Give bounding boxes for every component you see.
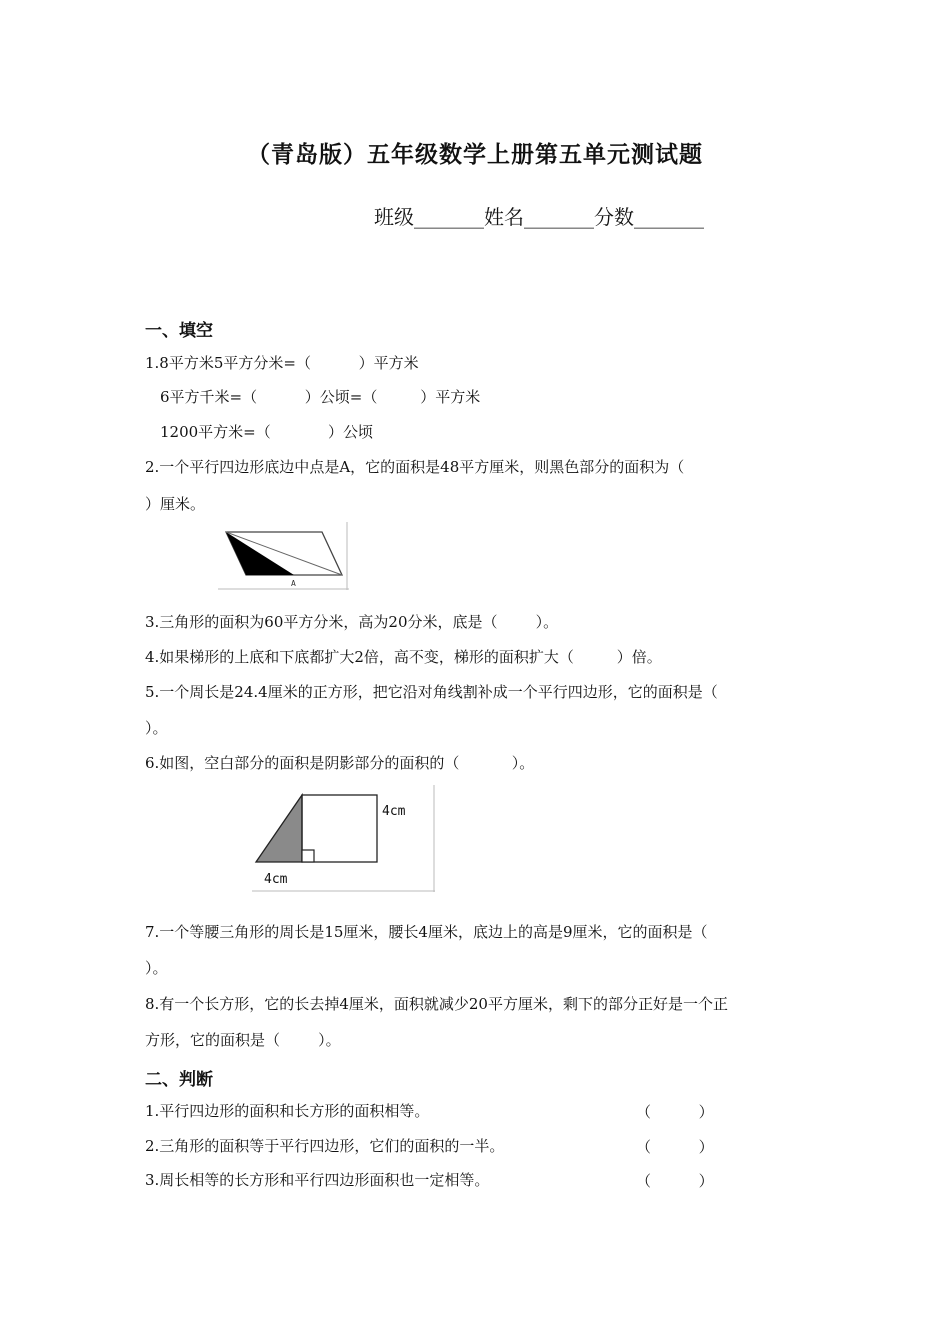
judge-item-3-answer-box[interactable]: （ ） — [636, 1172, 714, 1190]
question-1-line-b: 6平方千米=（ ）公顷=（ ）平方米 — [160, 388, 481, 406]
side-length-label-right: 4cm — [382, 804, 406, 819]
section-heading-fill-in: 一、填空 — [145, 321, 213, 341]
question-2-line-a: 2.一个平行四边形底边中点是A，它的面积是48平方厘米，则黑色部分的面积为（ — [145, 458, 685, 476]
question-7-line-a: 7.一个等腰三角形的周长是15厘米，腰长4厘米，底边上的高是9厘米，它的面积是（ — [145, 923, 708, 941]
shaded-triangle — [256, 795, 302, 862]
question-1-line-c: 1200平方米=（ ）公顷 — [160, 423, 373, 441]
parallelogram-figure — [218, 522, 350, 592]
question-1-line-a: 1.8平方米5平方分米=（ ）平方米 — [145, 354, 419, 372]
judge-item-1-answer-box[interactable]: （ ） — [636, 1103, 714, 1121]
question-3: 3.三角形的面积为60平方分米，高为20分米，底是（ ）。 — [145, 613, 559, 631]
judge-item-2-text: 2.三角形的面积等于平行四边形，它们的面积的一半。 — [145, 1137, 505, 1155]
triangle-square-figure — [252, 785, 436, 893]
question-4: 4.如果梯形的上底和下底都扩大2倍，高不变，梯形的面积扩大（ ）倍。 — [145, 648, 662, 666]
page-title: （青岛版）五年级数学上册第五单元测试题 — [247, 142, 703, 168]
point-a-label: A — [291, 579, 296, 588]
judge-item-3-text: 3.周长相等的长方形和平行四边形面积也一定相等。 — [145, 1171, 490, 1189]
question-8-line-b: 方形，它的面积是（ ）。 — [145, 1031, 341, 1049]
judge-item-2-answer-box[interactable]: （ ） — [636, 1138, 714, 1156]
question-7-line-b: ）。 — [145, 959, 168, 977]
student-info-line: 班级_______姓名_______分数_______ — [374, 205, 704, 229]
question-5-line-a: 5.一个周长是24.4厘米的正方形，把它沿对角线割补成一个平行四边形，它的面积是（ — [145, 683, 718, 701]
section-heading-true-false: 二、判断 — [145, 1070, 213, 1090]
question-5-line-b: ）。 — [145, 719, 168, 737]
side-length-label-bottom: 4cm — [264, 872, 288, 887]
question-2-line-b: ）厘米。 — [145, 495, 206, 513]
right-angle-mark — [302, 850, 314, 862]
question-6: 6.如图，空白部分的面积是阴影部分的面积的（ ）。 — [145, 754, 535, 772]
question-8-line-a: 8.有一个长方形，它的长去掉4厘米，面积就减少20平方厘米，剩下的部分正好是一个正 — [145, 995, 728, 1013]
judge-item-1-text: 1.平行四边形的面积和长方形的面积相等。 — [145, 1102, 430, 1120]
